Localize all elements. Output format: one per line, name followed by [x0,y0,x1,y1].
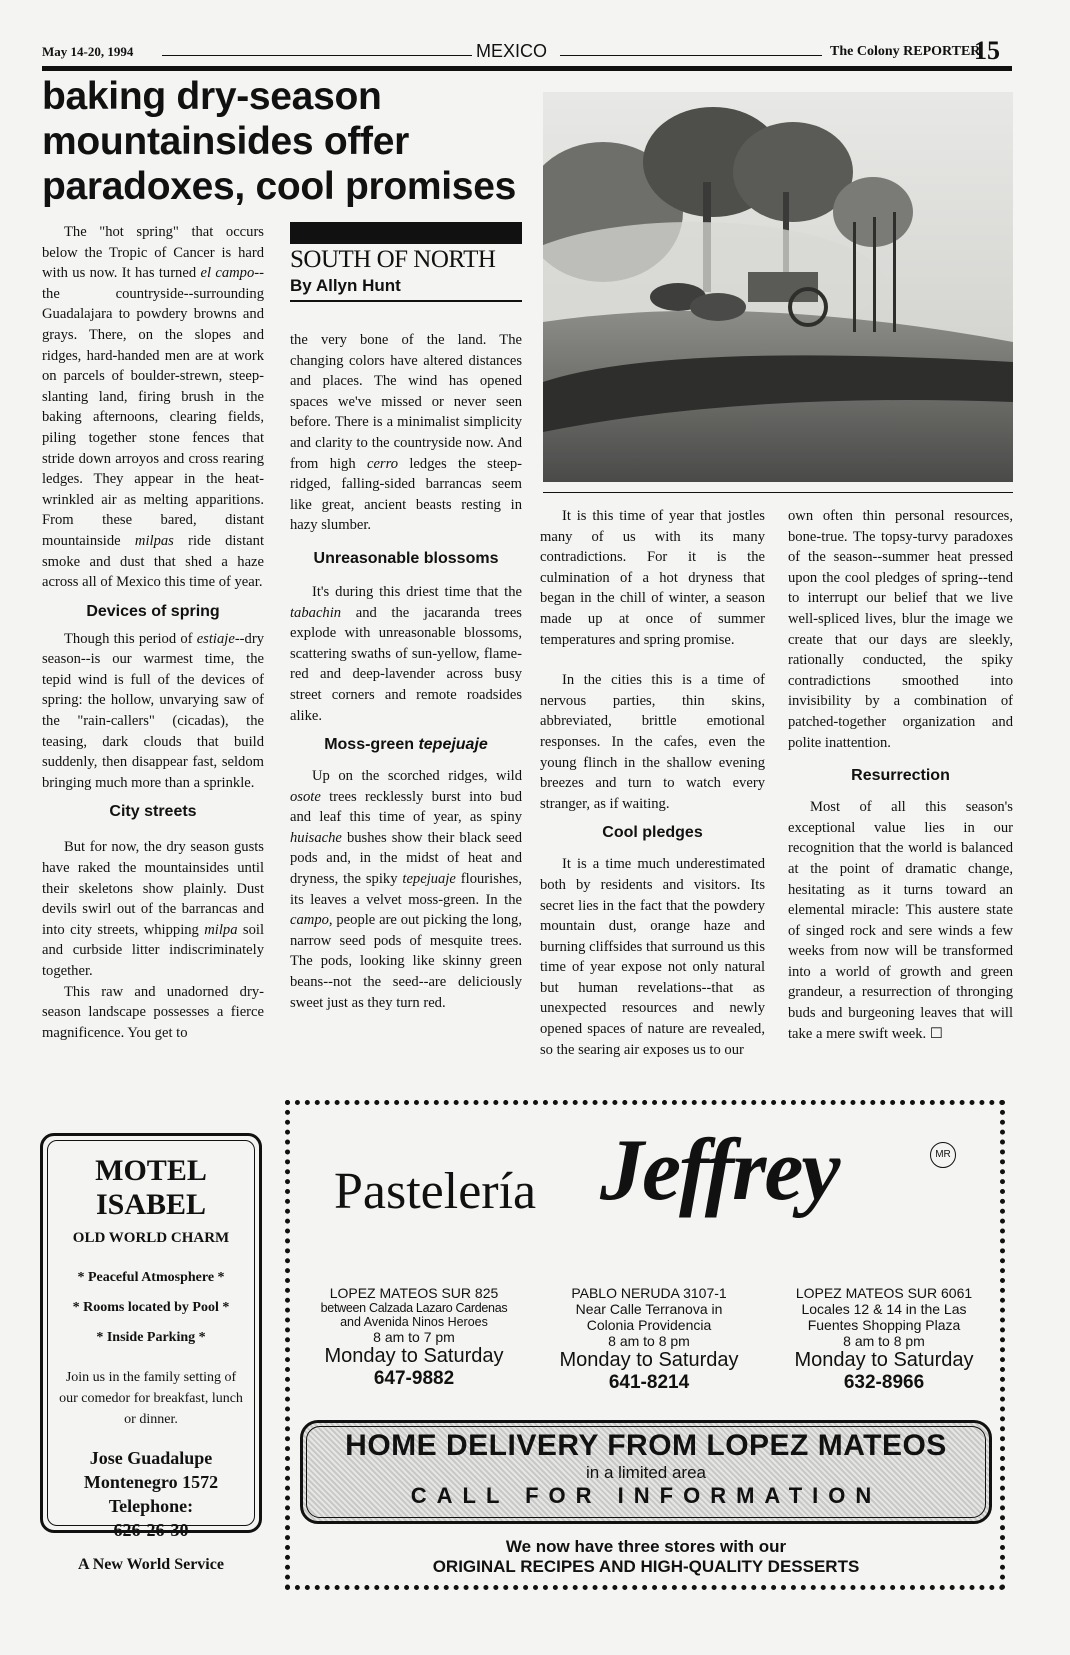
article-column-4: own often thin personal resources, bone-true. The topsy-turvy paradoxes of the season--summer heat pressed upon the cool pledges of spring--tend to interrupt our belief that we live well-spliced lives, blur the image we create that our days are sleekly, rationally conducted, the spiky contradictions smoothed into invisibility by a combination of patched-together organization and polite inattention. Resurrection Most of all this season's exceptional value lies in our recognition that the world is balanced at the point of dramatic change, hesitating as it turns toward an elemental miracle: This austere state of singed rock and sere winds a few weeks from now will be transformed into a world of growth and green grandeur, a resurrection of thronging buds and burgeoning leaves that will take a mere swift week. ☐ [788,508,1013,1042]
column-byline: By Allyn Hunt [290,276,401,295]
subhead-cool-pledges: Cool pledges [602,824,703,842]
publication-name: The Colony REPORTER [830,44,981,59]
page-number: 15 [974,36,1000,65]
motel-features: * Peaceful Atmosphere * * Rooms located by Pool * * Inside Parking * [72,1270,230,1345]
motel-address: Jose Guadalupe Montenegro 1572 Telephone: 626-26-30 [83,1448,219,1540]
store-2: PABLO NERUDA 3107-1 Near Calle Terranova in Colonia Providencia 8 am to 8 pm Monday to Saturday 641-8214 [559,1285,739,1393]
bakery-script-name: Jeffrey [600,1122,839,1219]
bakery-name: Pastelería [334,1163,537,1220]
issue-date: May 14-20, 1994 [42,44,134,59]
article-column-2: the very bone of the land. The changing colors have altered distances and places. The wind has opened spaces we've missed or never seen before. There is a minimalist simplicity and clarity to the countryside now. And from high cerro ledges the steep-ridged, falling-sided barrancas seem like great, ancient beasts resting in hazy slumber. Unreasonable blossoms It's during this driest time that the tabachin and the jacaranda trees explode with unreasonable blossoms, scattering swaths of sun-yellow, flame-red and deep-lavender across busy street corners and remote roadsides alike. Moss-green tepejuaje Up on the scorched ridges, wild osote trees recklessly burst into bud and leaf this time of year, as spiny huisache bushes show their black seed pods and, in the midst of heat and dryness, the spiky tepejuaje flourishes, its leaves a velvet moss-green. In the campo, people are out picking the long, narrow seed pods of mesquite trees. The pods, looking like skinny green beans--not the seed--are deliciously sweet just as they turn red. [290,332,522,1011]
delivery-headline: HOME DELIVERY FROM LOPEZ MATEOS [345,1429,947,1462]
subhead-city-streets: City streets [109,803,197,821]
motel-isabel-ad [40,1133,262,1573]
delivery-call: CALL FOR INFORMATION [410,1483,882,1508]
end-mark-icon: ☐ [929,1025,943,1042]
store-1: LOPEZ MATEOS SUR 825 between Calzada Lazaro Cardenas and Avenida Ninos Heroes 8 am to 7 pm Monday to Saturday 647-9882 [320,1285,508,1389]
column-title: SOUTH OF NORTH [290,246,496,273]
article-column-1: The "hot spring" that occurs below the Tropic of Cancer is hard with us now. It has turned el campo--the countryside--surrounding Guadalajara to powdery browns and grays. There, on the slopes and ridges, hard-handed men are at work on parcels of boulder-strewn, steep-slanting land, firing brush in the baking afternoons, clearing fields, piling together stone fences that stride down arroyos and cross rearing ledges. They appear in the heat-wrinkled air as melting apparitions. From these bared, distant mountainside milpas ride distant smoke and dust that shed a haze across all of Mexico this time of year. Devices of spring Though this period of estiaje--dry season--is our warmest time, the tepid wind is full of the devices of spring: the hollow, unvarying saw of the "rain-callers" (cicadas), the teasing, dark clouds that build suddenly, then disappear fast, seldom bringing much more than a sprinkle. City streets But for now, the dry season gusts have raked the mountainsides until their skeletons show plainly. Dust devils swirl out of the barrancas and into city streets, whipping milpa soil and curbside litter indiscriminately together. This raw and unadorned dry-season landscape possesses a fierce magnificence. You get to [42,224,265,1041]
landscape-photo [543,92,1013,482]
motel-tagline: OLD WORLD CHARM [72,1230,230,1246]
article-column-3: It is this time of year that jostles many of us with its many contradictions. For it is the culmination of a hot dryness that began in the chill of winter, a season made up at once of summer temperatures and spring promise. In the cities this is a time of nervous parties, thin skins, abbreviated, brittle emotional responses. In the cafes, even the young flinch in the shallow evening breezes and turn to watch every stranger, as if waiting. Cool pledges It is a time much underestimated both by residents and visitors. Its secret lies in the fact that the powdery mountain dust, orange haze and burning cliffsides that surround us this time of year expose not only natural but human revelations--that as unexpected resources and newly opened spaces of nature are revealed, so the searing air exposes us to our [540,508,765,1058]
bakery-footer: We now have three stores with our ORIGINAL RECIPES AND HIGH-QUALITY DESSERTS [432,1537,860,1576]
motel-slogan: A New World Service [78,1556,224,1573]
page-header [42,36,1012,66]
delivery-area: in a limited area [585,1463,706,1482]
south-of-north-box [290,222,522,302]
motel-name: MOTEL ISABEL [95,1154,207,1221]
section-name: MEXICO [476,41,548,61]
trademark-badge: MR [930,1142,956,1168]
header-rule [42,66,1012,71]
subhead-devices-of-spring: Devices of spring [86,602,220,620]
subhead-resurrection: Resurrection [851,767,950,785]
store-3: LOPEZ MATEOS SUR 6061 Locales 12 & 14 in the Las Fuentes Shopping Plaza 8 am to 8 pm Monday to Saturday 632-8966 [794,1285,974,1393]
subhead-moss-green: Moss-green tepejuaje [324,736,488,754]
home-delivery-box [300,1420,992,1524]
motel-invite: Join us in the family setting of our comedor for breakfast, lunch or dinner. [59,1370,243,1427]
subhead-unreasonable-blossoms: Unreasonable blossoms [313,549,499,567]
oxcart-landscape-photo-icon [543,92,1013,482]
headline: baking dry-season mountainsides offer paradoxes, cool promises [42,75,516,208]
bakery-logo [300,1120,990,1260]
